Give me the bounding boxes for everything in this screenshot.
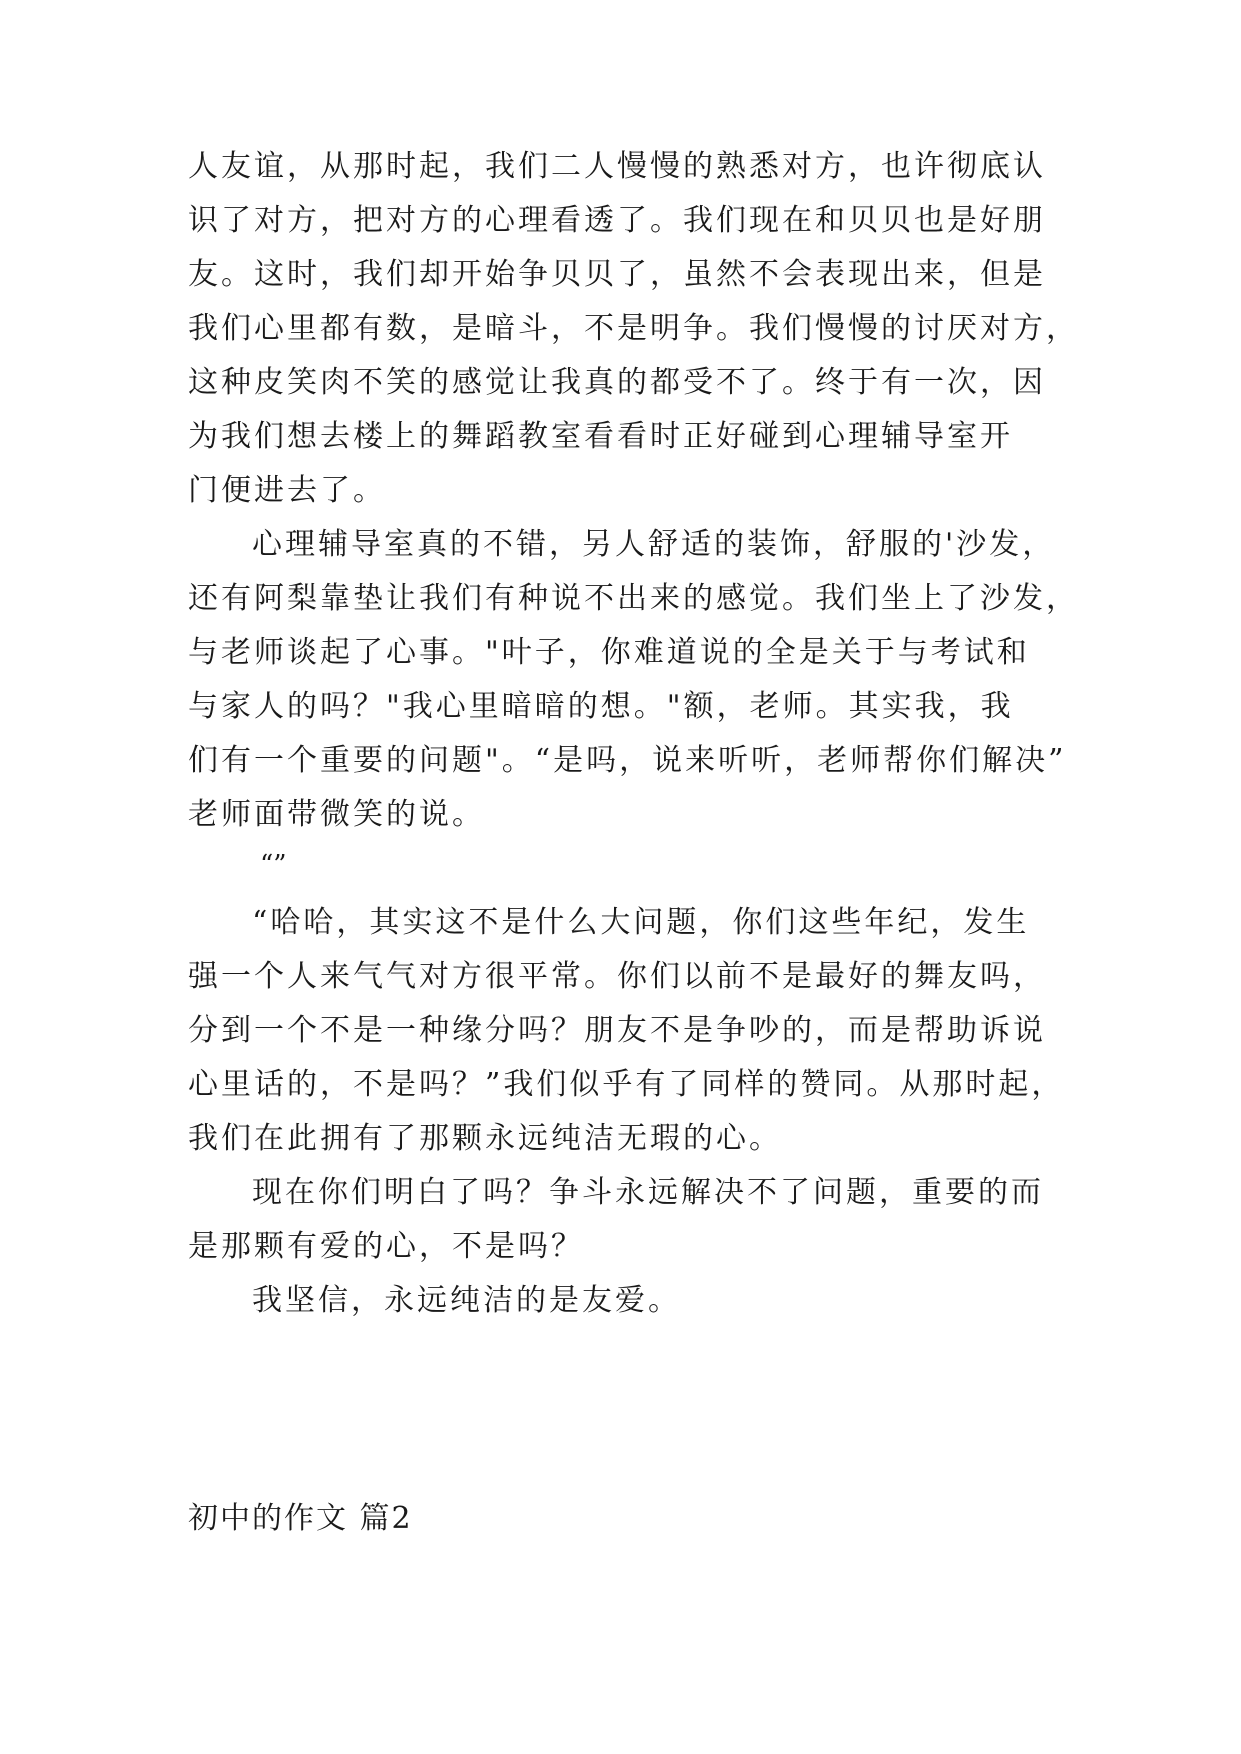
text-line: 们有一个重要的问题"。“是吗，说来听听，老师帮你们解决” (188, 743, 1067, 778)
text-line: 友。这时，我们却开始争贝贝了，虽然不会表现出来，但是 (188, 257, 1046, 292)
text-line: 为我们想去楼上的舞蹈教室看看时正好碰到心理辅导室开 (188, 419, 1013, 454)
text-line: 门便进去了。 (188, 473, 386, 508)
text-line: 分到一个不是一种缘分吗？朋友不是争吵的，而是帮助诉说 (188, 1013, 1046, 1048)
text-line: 与家人的吗？"我心里暗暗的想。"额，老师。其实我，我 (188, 689, 1014, 724)
paragraph-start-line: 我坚信，永远纯洁的是友爱。 (252, 1283, 681, 1318)
text-line: 还有阿梨靠垫让我们有种说不出来的感觉。我们坐上了沙发， (188, 581, 1079, 616)
text-line: 我们在此拥有了那颗永远纯洁无瑕的心。 (188, 1121, 782, 1156)
text-line: 这种皮笑肉不笑的感觉让我真的都受不了。终于有一次，因 (188, 365, 1046, 400)
text-line: 识了对方，把对方的心理看透了。我们现在和贝贝也是好朋 (188, 203, 1046, 238)
section-heading: 初中的作文 篇2 (188, 1501, 413, 1536)
empty-quote-line: “” (260, 850, 287, 880)
text-line: 老师面带微笑的说。 (188, 797, 485, 832)
text-line: 我们心里都有数，是暗斗，不是明争。我们慢慢的讨厌对方， (188, 311, 1079, 346)
text-line: 人友谊，从那时起，我们二人慢慢的熟悉对方，也许彻底认 (188, 149, 1046, 184)
paragraph-start-line: 现在你们明白了吗？争斗永远解决不了问题，重要的而 (252, 1175, 1044, 1210)
paragraph-start-line: 心理辅导室真的不错，另人舒适的装饰，舒服的'沙发， (252, 527, 1056, 562)
text-line: 强一个人来气气对方很平常。你们以前不是最好的舞友吗， (188, 959, 1046, 994)
text-line: 与老师谈起了心事。"叶子，你难道说的全是关于与考试和 (188, 635, 1030, 670)
text-line: 心里话的，不是吗？”我们似乎有了同样的赞同。从那时起， (188, 1067, 1065, 1102)
text-line: 是那颗有爱的心，不是吗？ (188, 1229, 584, 1264)
paragraph-start-line: “哈哈，其实这不是什么大问题，你们这些年纪，发生 (252, 905, 1030, 940)
